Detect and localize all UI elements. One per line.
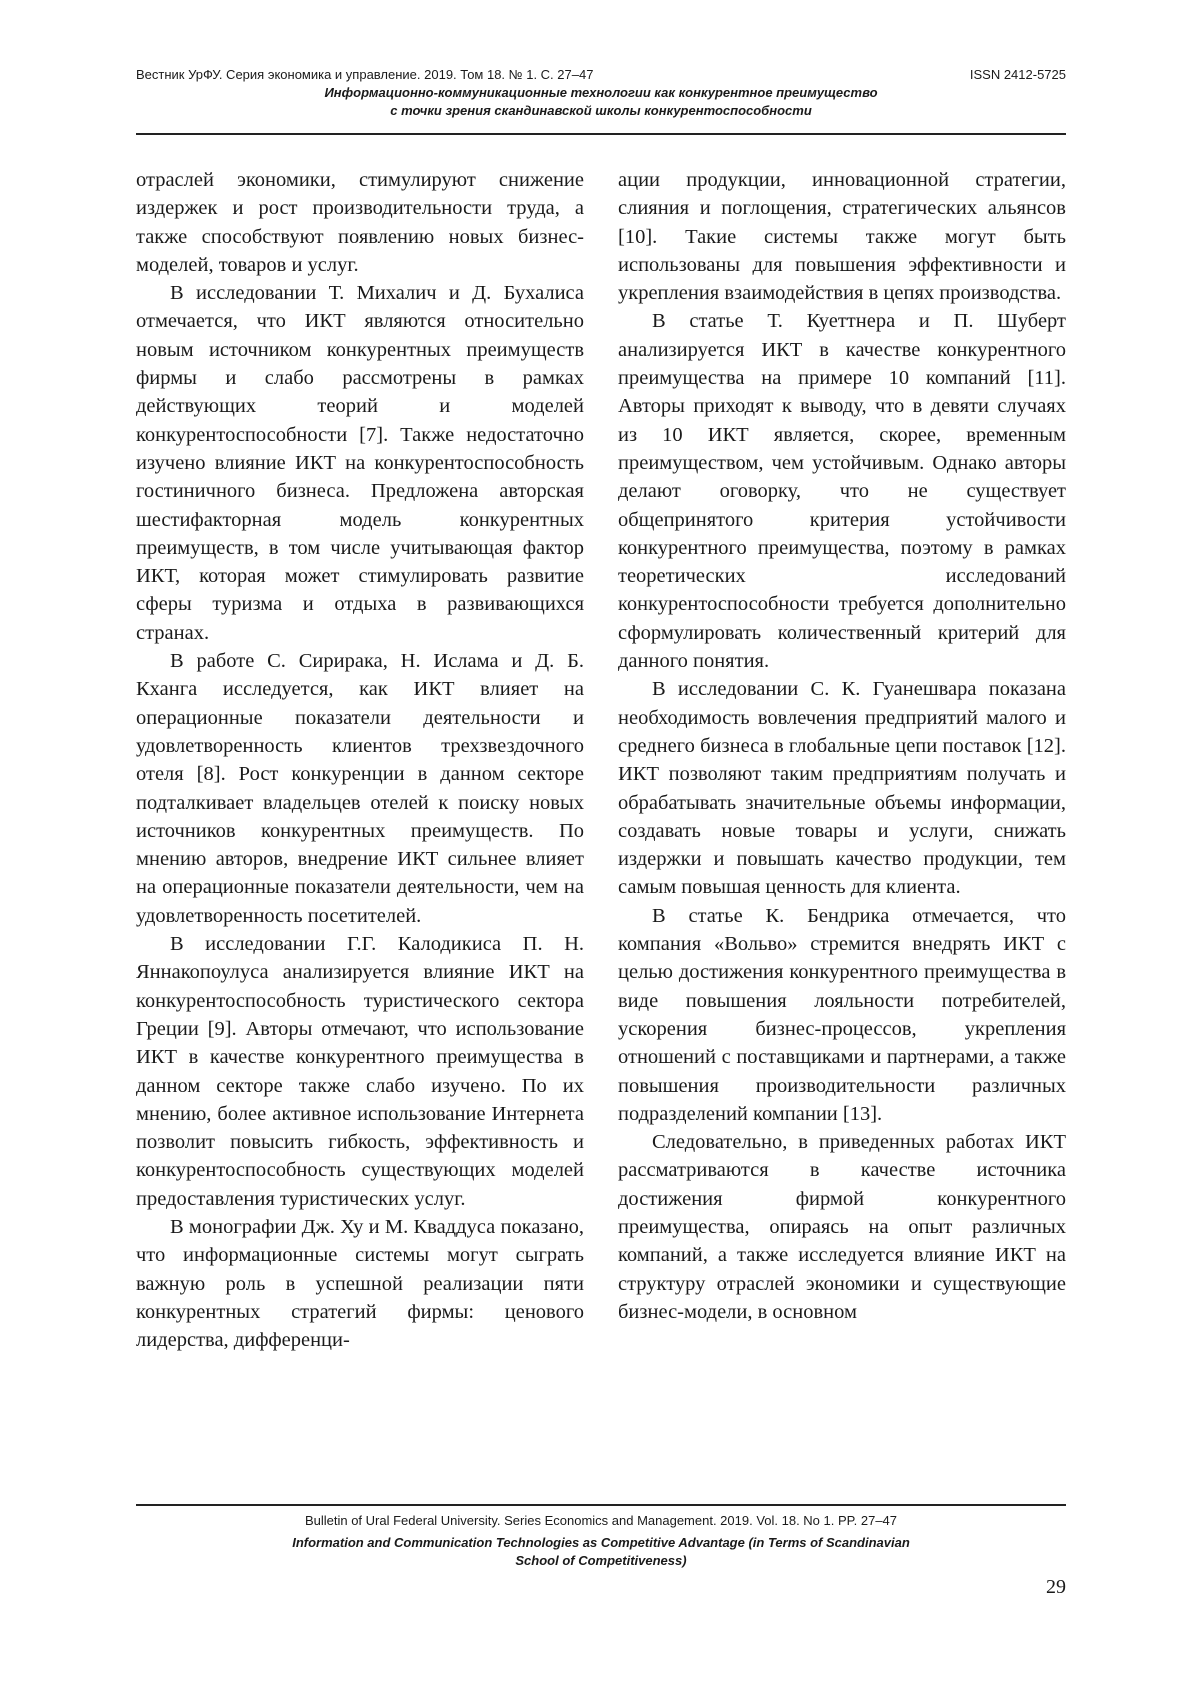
paragraph: отраслей экономики, стимулируют снижение издержек и рост производительности труда, а также способствуют появлению новых бизнес-моделей, товаров и услуг. <box>136 166 584 279</box>
article-title-line-1: Информационно-коммуникационные технологии как конкурентное преимущество <box>136 84 1066 102</box>
header-journal-row <box>136 66 1066 84</box>
paragraph: В статье Т. Куеттнера и П. Шуберт анализируется ИКТ в качестве конкурентного преимущества на примере 10 компаний [11]. Авторы приходят к выводу, что в девяти случаях из 10 ИКТ является, скорее, временным преимуществом, чем устойчивым. Однако авторы делают оговорку, что не существует общепринятого критерия устойчивости конкурентного преимущества, поэтому в рамках теоретических исследований конкурентоспособности требуется дополнительно сформулировать количественный критерий для данного понятия. <box>618 307 1066 675</box>
journal-citation-en: Bulletin of Ural Federal University. Series Economics and Management. 2019. Vol. 18. No 1. PP. 27–47 <box>136 1512 1066 1530</box>
paragraph: ации продукции, инновационной стратегии, слияния и поглощения, стратегических альянсов [10]. Такие системы также могут быть использованы для повышения эффективности и укрепления взаимодействия в цепях производства. <box>618 166 1066 307</box>
paragraph: В исследовании С. К. Гуанешвара показана необходимость вовлечения предприятий малого и среднего бизнеса в глобальные цепи поставок [12]. ИКТ позволяют таким предприятиям получать и обрабатывать значительные объемы информации, создавать новые товары и услуги, снижать издержки и повышать качество продукции, тем самым повышая ценность для клиента. <box>618 675 1066 901</box>
paragraph: Следовательно, в приведенных работах ИКТ рассматриваются в качестве источника достижения фирмой конкурентного преимущества, опираясь на опыт различных компаний, а также исследуется влияние ИКТ на структуру отраслей экономики и существующие бизнес-модели, в основном <box>618 1128 1066 1326</box>
right-column <box>618 166 1066 1326</box>
paragraph: В работе С. Сирирака, Н. Ислама и Д. Б. Кханга исследуется, как ИКТ влияет на операционные показатели деятельности и удовлетворенность клиентов трехзвездочного отеля [8]. Рост конкуренции в данном секторе подталкивает владельцев отелей к поиску новых источников конкурентных преимуществ. По мнению авторов, внедрение ИКТ сильнее влияет на операционные показатели деятельности, чем на удовлетворенность посетителей. <box>136 647 584 930</box>
paragraph: В исследовании Г.Г. Калодикиса П. Н. Яннакопоулуса анализируется влияние ИКТ на конкурентоспособность туристического сектора Греции [9]. Авторы отмечают, что использование ИКТ в качестве конкурентного преимущества в данном секторе также слабо изучено. По их мнению, более активное использование Интернета позволит повысить гибкость, эффективность и конкурентоспособность существующих моделей предоставления туристических услуг. <box>136 930 584 1213</box>
footer-divider <box>136 1504 1066 1506</box>
running-footer <box>136 1512 1066 1570</box>
running-header <box>136 66 1066 120</box>
page-number: 29 <box>1046 1576 1066 1599</box>
article-title-en-line-2: School of Competitiveness) <box>136 1552 1066 1570</box>
paragraph: В статье К. Бендрика отмечается, что компания «Вольво» стремится внедрять ИКТ с целью достижения конкурентного преимущества в виде повышения лояльности потребителей, ускорения бизнес-процессов, укрепления отношений с поставщиками и партнерами, а также повышения производительности различных подразделений компании [13]. <box>618 902 1066 1128</box>
paragraph: В монографии Дж. Ху и М. Кваддуса показано, что информационные системы могут сыграть важную роль в успешной реализации пяти конкурентных стратегий фирмы: ценового лидерства, дифференци- <box>136 1213 584 1354</box>
header-divider <box>136 133 1066 135</box>
article-title-en-line-1: Information and Communication Technologies as Competitive Advantage (in Terms of Scandinavian <box>136 1534 1066 1552</box>
issn: ISSN 2412-5725 <box>970 66 1066 84</box>
journal-citation: Вестник УрФУ. Серия экономика и управление. 2019. Том 18. № 1. С. 27–47 <box>136 66 593 84</box>
article-title-line-2: с точки зрения скандинавской школы конкурентоспособности <box>136 102 1066 120</box>
paragraph: В исследовании Т. Михалич и Д. Бухалиса отмечается, что ИКТ являются относительно новым источником конкурентных преимуществ фирмы и слабо рассмотрены в рамках действующих теорий и моделей конкурентоспособности [7]. Также недостаточно изучено влияние ИКТ на конкурентоспособность гостиничного бизнеса. Предложена авторская шестифакторная модель конкурентных преимуществ, в том числе учитывающая фактор ИКТ, которая может стимулировать развитие сферы туризма и отдыха в развивающихся странах. <box>136 279 584 647</box>
left-column <box>136 166 584 1354</box>
